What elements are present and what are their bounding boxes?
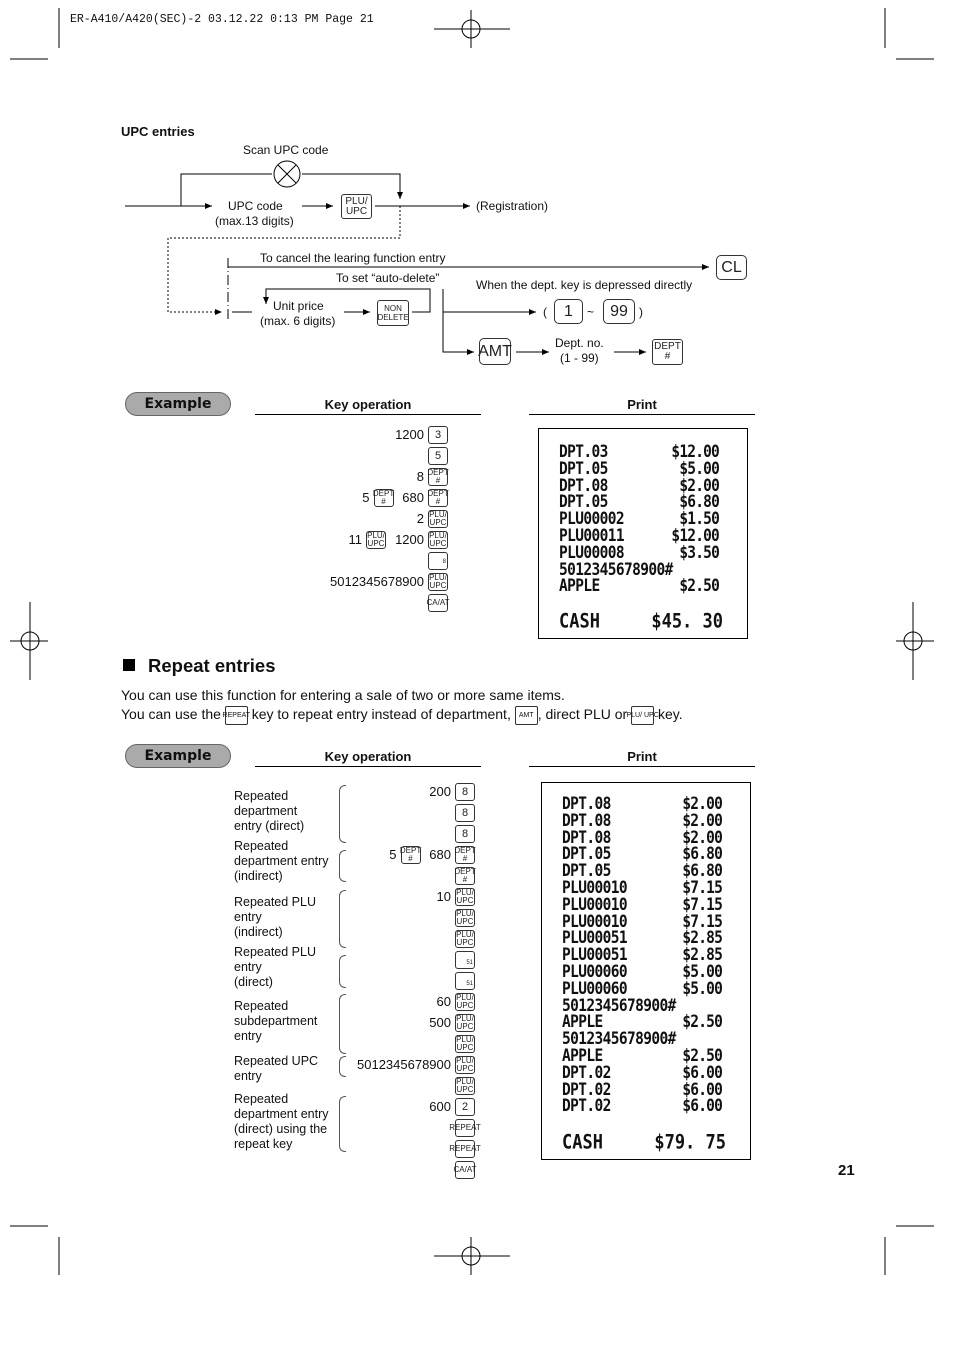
key-operation-amount: 2 bbox=[416, 511, 424, 526]
divider bbox=[255, 414, 481, 415]
receipt-line-label: APPLE bbox=[559, 577, 600, 596]
dept-key[interactable]: DEPT # bbox=[454, 867, 476, 884]
receipt-line-label: 5012345678900# bbox=[562, 1030, 676, 1049]
5-key[interactable]: 5 bbox=[428, 447, 448, 465]
receipt-line-label: PLU00010 bbox=[562, 895, 628, 915]
key-operation-amount: 5012345678900 bbox=[357, 1057, 451, 1072]
receipt-line-amount: $6.00 bbox=[682, 1080, 722, 1099]
receipt-line-amount: $12.00 bbox=[671, 527, 719, 546]
receipt-line-label: DPT.08 bbox=[562, 828, 611, 847]
key-operation-amount: 600 bbox=[429, 1099, 451, 1114]
8-key[interactable]: 8 bbox=[455, 804, 475, 822]
receipt-line-amount: $2.00 bbox=[682, 811, 722, 831]
key-operation-amount: 5012345678900 bbox=[330, 574, 424, 589]
8-key[interactable]: 8 bbox=[428, 552, 448, 570]
dept-no-range: (1 - 99) bbox=[560, 351, 599, 365]
entry-type-label: Repeated subdepartment entry bbox=[234, 999, 318, 1043]
grouping-brace bbox=[339, 1056, 346, 1077]
receipt-line-amount: $6.80 bbox=[682, 845, 722, 864]
auto-delete-label: To set “auto-delete” bbox=[336, 271, 440, 285]
receipt-line-label: DPT.03 bbox=[559, 443, 608, 462]
dept-key[interactable]: DEPT # bbox=[454, 846, 476, 863]
repeat-key[interactable]: REPEAT bbox=[455, 1119, 475, 1137]
text: key. bbox=[658, 706, 683, 723]
receipt-line-amount: $2.50 bbox=[679, 577, 719, 596]
receipt-line-amount: $2.85 bbox=[682, 946, 722, 965]
receipt-line-label: DPT.05 bbox=[559, 493, 608, 512]
receipt-line-label: DPT.02 bbox=[562, 1097, 611, 1116]
receipt-line-amount: $7.15 bbox=[682, 912, 722, 931]
repeat-section-title: Repeat entries bbox=[148, 655, 276, 676]
cash-total: $45. 30 bbox=[651, 610, 723, 633]
receipt-line-amount: $6.00 bbox=[682, 1063, 722, 1083]
receipt-line-label: APPLE bbox=[562, 1047, 603, 1066]
receipt-line-amount: $3.50 bbox=[679, 543, 719, 563]
cash-label: CASH bbox=[562, 1131, 603, 1154]
receipt-line-label: PLU00011 bbox=[559, 527, 625, 546]
key-operation-amount: 8 bbox=[416, 469, 424, 484]
receipt-line-amount: $2.00 bbox=[682, 828, 722, 847]
key-operation-amount: 500 bbox=[429, 1015, 451, 1030]
upc-section-title: UPC entries bbox=[121, 124, 195, 139]
amt-key[interactable]: AMT bbox=[479, 338, 511, 365]
key-operation-amount: 1200 bbox=[395, 532, 424, 547]
grouping-brace bbox=[339, 994, 346, 1054]
entry-type-label: Repeated department entry (direct) using the repeat key bbox=[234, 1092, 329, 1151]
ca-at-key[interactable]: CA/AT bbox=[428, 594, 448, 612]
key-operation-amount: 60 bbox=[436, 994, 451, 1009]
8-key[interactable]: 8 bbox=[455, 783, 475, 801]
plu-upc-key[interactable]: PLU/ UPC bbox=[429, 531, 447, 548]
cash-label: CASH bbox=[559, 610, 600, 633]
cancel-learning-label: To cancel the learing function entry bbox=[260, 251, 446, 265]
dept-key[interactable]: DEPT # bbox=[427, 489, 449, 506]
51-key[interactable]: 51 bbox=[455, 972, 475, 990]
example-pill: Example bbox=[125, 744, 231, 768]
grouping-brace bbox=[339, 890, 346, 948]
receipt-line-label: PLU00060 bbox=[562, 963, 628, 982]
receipt-line-label: 5012345678900# bbox=[559, 560, 673, 579]
unit-price-note: (max. 6 digits) bbox=[260, 314, 336, 328]
divider bbox=[529, 766, 755, 767]
3-key[interactable]: 3 bbox=[428, 426, 448, 444]
receipt-line-amount: $6.80 bbox=[679, 493, 719, 512]
key-operation-amount: 5 bbox=[362, 490, 370, 505]
receipt-line-amount: $6.80 bbox=[682, 862, 722, 881]
receipt-line-label: PLU00002 bbox=[559, 510, 625, 529]
entry-type-label: Repeated department entry (indirect) bbox=[234, 839, 329, 883]
print-heading: Print bbox=[627, 397, 657, 412]
receipt-line-label: DPT.05 bbox=[562, 862, 611, 881]
upc-code-label: UPC code bbox=[228, 199, 283, 213]
dept-99-key[interactable]: 99 bbox=[603, 299, 635, 324]
repeat-key[interactable]: REPEAT bbox=[225, 706, 248, 725]
receipt-2 bbox=[541, 782, 751, 1160]
dept-no-label: Dept. no. bbox=[555, 336, 604, 350]
key-operation-amount: 5 bbox=[389, 847, 397, 862]
plu-upc-key[interactable]: PLU/ UPC bbox=[456, 1077, 474, 1094]
print-heading: Print bbox=[627, 749, 657, 764]
repeat-key[interactable]: REPEAT bbox=[455, 1140, 475, 1158]
receipt-line-amount: $12.00 bbox=[671, 443, 719, 462]
entry-type-label: Repeated PLU entry (direct) bbox=[234, 945, 317, 989]
dept-key[interactable]: DEPT # bbox=[652, 339, 683, 365]
text: , direct PLU or bbox=[537, 706, 628, 723]
receipt-line-amount: $7.15 bbox=[682, 879, 722, 898]
receipt-line-label: DPT.08 bbox=[562, 811, 611, 831]
receipt-line-label: PLU00060 bbox=[562, 979, 628, 999]
receipt-line-label: PLU00051 bbox=[562, 929, 628, 948]
dept-key[interactable]: DEPT # bbox=[427, 468, 449, 485]
plu-upc-key[interactable]: PLU/ UPC bbox=[341, 194, 372, 219]
receipt-line-label: APPLE bbox=[562, 1013, 603, 1032]
receipt-line-label: DPT.02 bbox=[562, 1063, 611, 1083]
receipt-line-label: PLU00010 bbox=[562, 879, 628, 898]
range-tilde: ~ bbox=[587, 305, 595, 319]
plu-upc-key[interactable]: PLU/ UPC bbox=[456, 930, 474, 947]
entry-type-label: Repeated PLU entry (indirect) bbox=[234, 895, 317, 939]
example-pill: Example bbox=[125, 392, 231, 416]
receipt-line-label: DPT.05 bbox=[562, 845, 611, 864]
grouping-brace bbox=[339, 955, 346, 988]
receipt-line-label: DPT.08 bbox=[562, 795, 611, 814]
bullet-square bbox=[123, 659, 135, 671]
upc-code-note: (max.13 digits) bbox=[215, 214, 294, 228]
entry-type-label: Repeated UPC entry bbox=[234, 1054, 319, 1083]
dept-key[interactable]: DEPT # bbox=[399, 846, 422, 863]
plu-upc-key[interactable]: PLU/ UPC bbox=[456, 993, 474, 1010]
receipt-line-amount: $5.00 bbox=[682, 963, 722, 982]
key-operation-amount: 680 bbox=[402, 490, 424, 505]
receipt-line-amount: $1.50 bbox=[679, 510, 719, 529]
plu-upc-key[interactable]: PLU/ UPC bbox=[456, 1056, 474, 1073]
dept-key[interactable]: DEPT # bbox=[372, 489, 395, 506]
plu-upc-key[interactable]: PLU/ UPC bbox=[456, 888, 474, 905]
key-operation-amount: 1200 bbox=[395, 427, 424, 442]
51-key[interactable]: 51 bbox=[455, 951, 475, 969]
cl-key[interactable]: CL bbox=[716, 255, 747, 280]
dept-direct-label: When the dept. key is depressed directly bbox=[476, 278, 693, 292]
receipt-line-amount: $2.00 bbox=[682, 795, 722, 814]
receipt-line-label: DPT.05 bbox=[559, 459, 608, 479]
range-close: ) bbox=[639, 305, 643, 319]
key-operation-amount: 200 bbox=[429, 784, 451, 799]
repeat-paragraph-1: You can use this function for entering a sale of two or more same items. bbox=[121, 687, 565, 703]
key-operation-amount: 680 bbox=[429, 847, 451, 862]
key-operation-heading: Key operation bbox=[324, 397, 412, 412]
dept-1-key[interactable]: 1 bbox=[554, 299, 583, 324]
receipt-1 bbox=[538, 428, 748, 639]
receipt-line-label: DPT.02 bbox=[562, 1080, 611, 1099]
cash-total: $79. 75 bbox=[654, 1131, 726, 1154]
plu-upc-key[interactable]: PLU/ UPC bbox=[367, 531, 385, 548]
plu-upc-key[interactable]: PLU/ UPC bbox=[456, 909, 474, 926]
key-operation-amount: 10 bbox=[436, 889, 451, 904]
page-number: 21 bbox=[838, 1162, 855, 1179]
registration-label: (Registration) bbox=[476, 199, 549, 213]
repeat-paragraph-2 bbox=[121, 706, 683, 725]
plu-upc-key[interactable]: PLU/ UPC bbox=[631, 706, 654, 725]
entry-type-label: Repeated department entry (direct) bbox=[234, 789, 305, 833]
receipt-line-amount: $2.50 bbox=[682, 1047, 722, 1066]
ca-at-key[interactable]: CA/AT bbox=[455, 1161, 475, 1179]
plu-upc-key[interactable]: PLU/ UPC bbox=[429, 573, 447, 590]
receipt-line-amount: $6.00 bbox=[682, 1097, 722, 1116]
amt-key[interactable]: AMT bbox=[515, 706, 538, 725]
key-operation-amount: 11 bbox=[348, 532, 362, 547]
unit-price-label: Unit price bbox=[273, 299, 324, 313]
text: You can use the bbox=[121, 706, 221, 723]
range-open: ( bbox=[543, 305, 547, 319]
plu-upc-key[interactable]: PLU/ UPC bbox=[456, 1035, 474, 1052]
plu-upc-key[interactable]: PLU/ UPC bbox=[429, 510, 447, 527]
receipt-line-amount: $2.50 bbox=[682, 1013, 722, 1032]
receipt-line-label: DPT.08 bbox=[559, 476, 608, 495]
8-key[interactable]: 8 bbox=[455, 825, 475, 843]
2-key[interactable]: 2 bbox=[455, 1098, 475, 1116]
receipt-line-amount: $2.00 bbox=[679, 476, 719, 495]
receipt-line-amount: $7.15 bbox=[682, 895, 722, 915]
receipt-line-label: PLU00008 bbox=[559, 543, 625, 563]
receipt-line-label: PLU00010 bbox=[562, 912, 628, 931]
divider bbox=[255, 766, 481, 767]
divider bbox=[529, 414, 755, 415]
receipt-line-amount: $2.85 bbox=[682, 929, 722, 948]
key-operation-heading: Key operation bbox=[324, 749, 412, 764]
grouping-brace bbox=[339, 1096, 346, 1152]
grouping-brace bbox=[339, 850, 346, 882]
receipt-line-amount: $5.00 bbox=[679, 459, 719, 479]
receipt-line-amount: $5.00 bbox=[682, 979, 722, 999]
grouping-brace bbox=[339, 785, 346, 843]
receipt-line-label: 5012345678900# bbox=[562, 996, 676, 1015]
scan-upc-label: Scan UPC code bbox=[243, 143, 329, 157]
text: key to repeat entry instead of department, bbox=[251, 706, 511, 723]
non-delete-key[interactable]: NON DELETE bbox=[377, 300, 409, 326]
receipt-line-label: PLU00051 bbox=[562, 946, 628, 965]
plu-upc-key[interactable]: PLU/ UPC bbox=[456, 1014, 474, 1031]
page-header: ER-A410/A420(SEC)-2 03.12.22 0:13 PM Page 21 bbox=[70, 13, 374, 26]
